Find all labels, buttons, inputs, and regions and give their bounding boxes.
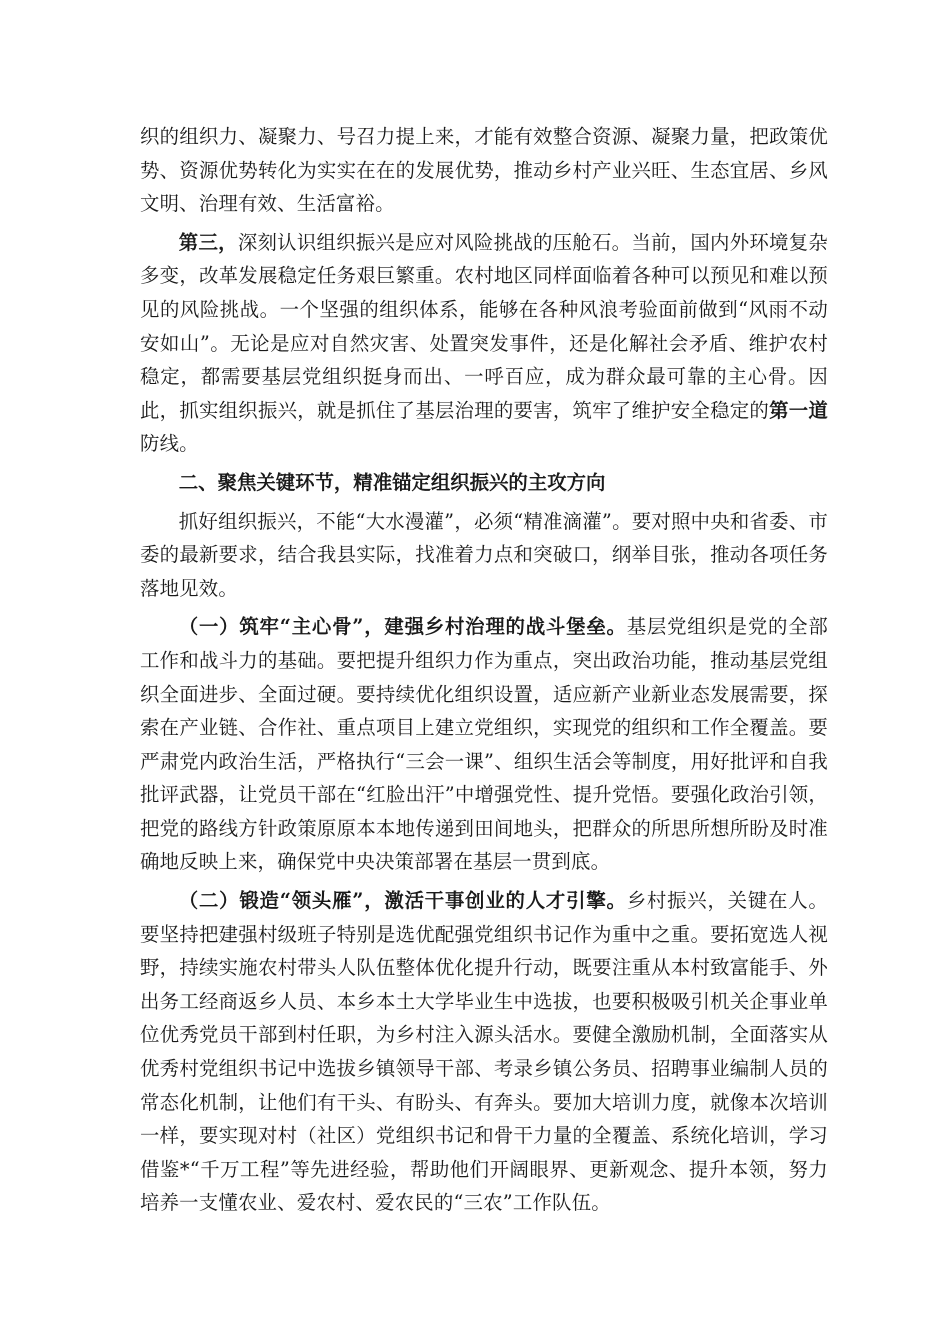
paragraph-4-lead: （一）筑牢“主心骨”，建强乡村治理的战斗堡垒。 (178, 615, 627, 639)
paragraph-2-tail: 防线。 (140, 432, 199, 456)
paragraph-3 (140, 505, 828, 606)
paragraph-1 (140, 120, 828, 221)
section-heading-2: 二、聚焦关键环节，精准锚定组织振兴的主攻方向 (178, 470, 606, 494)
paragraph-2-body: 深刻认识组织振兴是应对风险挑战的压舱石。当前，国内外环境复杂多变，改革发展稳定任务艰巨繁重。农村地区同样面临着各种可以预见和难以预见的风险挑战。一个坚强的组织体系，能够在各种风浪考验面前做到“风雨不动安如山”。无论是应对自然灾害、处置突发事件，还是化解社会矛盾、维护农村稳定，都需要基层党组织挺身而出、一呼百应，成为群众最可靠的主心骨。因此，抓实组织振兴，就是抓住了基层治理的要害，筑牢了维护安全稳定的 (140, 230, 828, 422)
paragraph-3-text: 抓好组织振兴，不能“大水漫灌”，必须“精准滴灌”。要对照中央和省委、市委的最新要求，结合我县实际，找准着力点和突破口，纲举目张，推动各项任务落地见效。 (140, 509, 828, 600)
paragraph-4-body: 基层党组织是党的全部工作和战斗力的基础。要把提升组织力作为重点，突出政治功能，推动基层党组织全面进步、全面过硬。要持续优化组织设置，适应新产业新业态发展需要，探索在产业链、合作社、重点项目上建立党组织，实现党的组织和工作全覆盖。要严肃党内政治生活，严格执行“三会一课”、组织生活会等制度，用好批评和自我批评武器，让党员干部在“红脸出汗”中增强党性、提升党悟。要强化政治引领，把党的路线方针政策原原本本地传递到田间地头，把群众的所思所想所盼及时准确地反映上来，确保党中央决策部署在基层一贯到底。 (140, 615, 829, 874)
paragraph-4 (140, 610, 828, 879)
paragraph-5-lead: （二）锻造“领头雁”，激活干事创业的人才引擎。 (178, 889, 627, 913)
paragraph-2-emphasis: 第一道 (769, 398, 828, 422)
paragraph-2-lead: 第三， (178, 230, 238, 254)
document-page (140, 120, 828, 1220)
paragraph-1-text: 织的组织力、凝聚力、号召力提上来，才能有效整合资源、凝聚力量，把政策优势、资源优势转化为实实在在的发展优势，推动乡村产业兴旺、生态宜居、乡风文明、治理有效、生活富裕。 (140, 125, 828, 216)
paragraph-5 (140, 884, 828, 1220)
paragraph-2 (140, 226, 828, 461)
paragraph-5-body: 乡村振兴，关键在人。要坚持把建强村级班子特别是选优配强党组织书记作为重中之重。要拓宽选人视野，持续实施农村带头人队伍整体优化提升行动，既要注重从本村致富能手、外出务工经商返乡人员、本乡本土大学毕业生中选拔，也要积极吸引机关企事业单位优秀党员干部到村任职，为乡村注入源头活水。要健全激励机制，全面落实从优秀村党组织书记中选拔乡镇领导干部、考录乡镇公务员、招聘事业编制人员的常态化机制，让他们有干头、有盼头、有奔头。要加大培训力度，就像本次培训一样，要实现对村（社区）党组织书记和骨干力量的全覆盖、系统化培训，学习借鉴*“千万工程”等先进经验，帮助他们开阔眼界、更新观念、提升本领，努力培养一支懂农业、爱农村、爱农民的“三农”工作队伍。 (140, 889, 829, 1215)
